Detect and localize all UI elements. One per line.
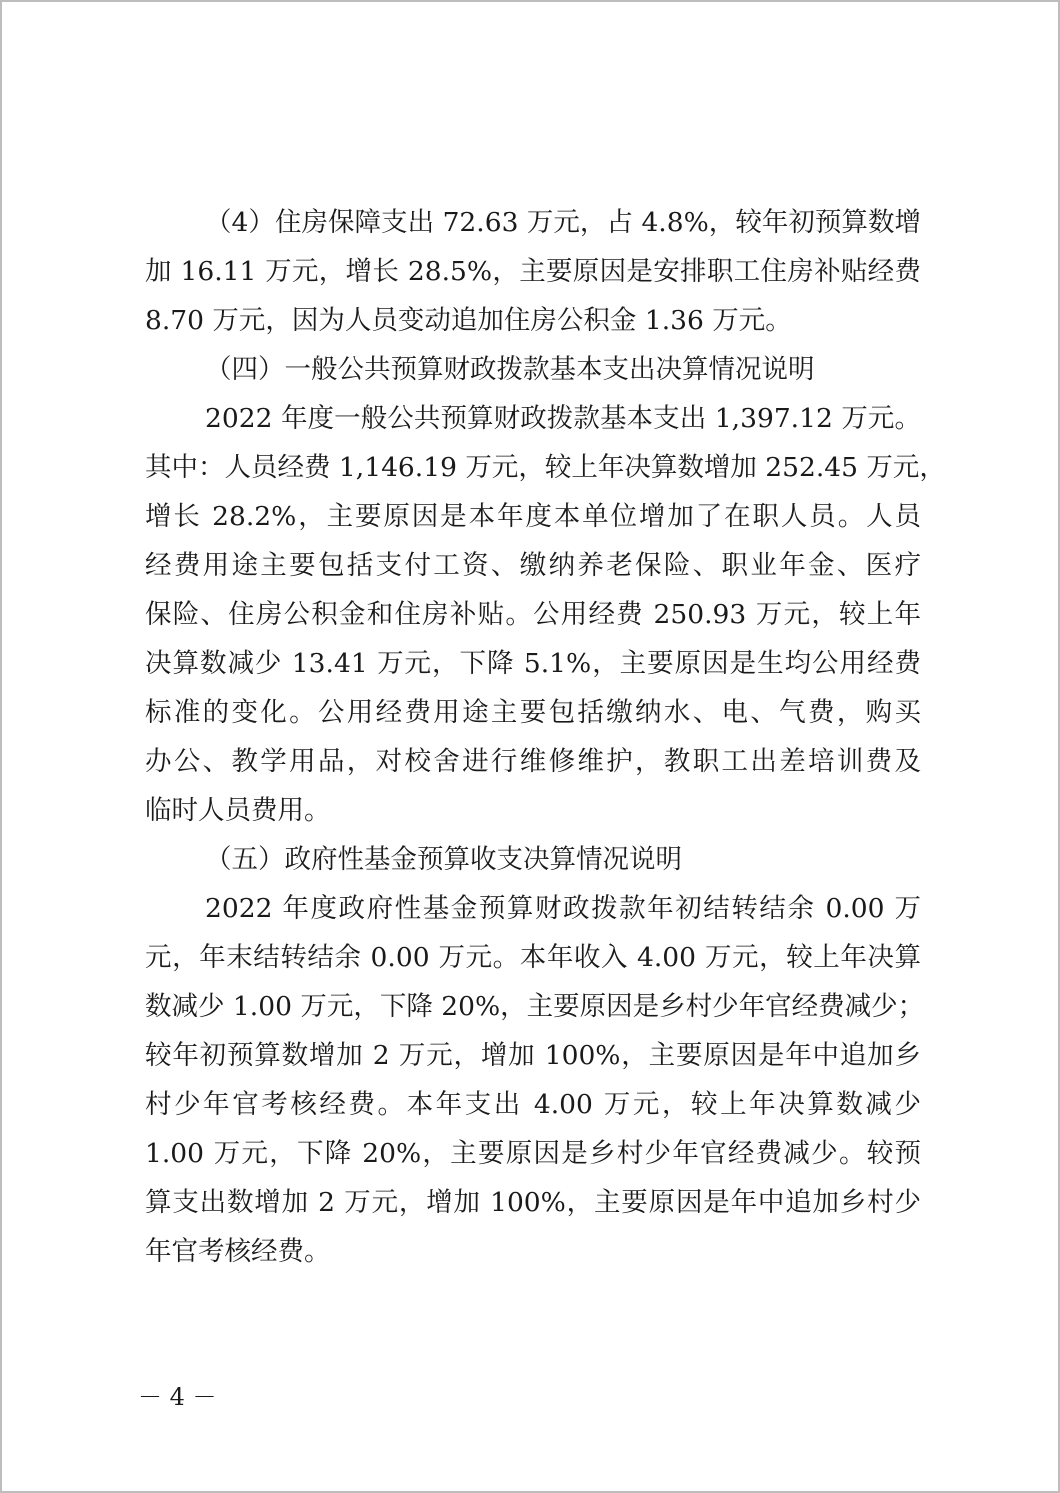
text-line: 决算数减少 13.41 万元，下降 5.1%，主要原因是生均公用经费 [145, 648, 921, 679]
document-body [145, 198, 946, 1276]
text-line: 算支出数增加 2 万元，增加 100%，主要原因是年中追加乡村少 [145, 1187, 921, 1218]
text-line: 办公、教学用品，对校舍进行维修维护，教职工出差培训费及 [145, 746, 921, 777]
text-line: 村少年官考核经费。本年支出 4.00 万元，较上年决算数减少 [145, 1089, 921, 1120]
text-line: 8.70 万元，因为人员变动追加住房公积金 1.36 万元。 [145, 305, 792, 336]
text-line: 经费用途主要包括支付工资、缴纳养老保险、职业年金、医疗 [145, 550, 921, 581]
text-line: 其中：人员经费 1,146.19 万元，较上年决算数增加 252.45 万元， [145, 452, 946, 483]
page-number: － 4 － [138, 1383, 217, 1411]
text-line: 数减少 1.00 万元，下降 20%，主要原因是乡村少年官经费减少； [145, 991, 925, 1022]
text-line: 1.00 万元，下降 20%，主要原因是乡村少年官经费减少。较预 [145, 1138, 921, 1169]
text-line: 加 16.11 万元，增长 28.5%，主要原因是安排职工住房补贴经费 [145, 256, 921, 287]
text-line: 标准的变化。公用经费用途主要包括缴纳水、电、气费，购买 [145, 697, 921, 728]
text-line: 2022 年度政府性基金预算财政拨款年初结转结余 0.00 万 [205, 893, 921, 924]
text-line: 元，年末结转结余 0.00 万元。本年收入 4.00 万元，较上年决算 [145, 942, 921, 973]
text-line: 临时人员费用。 [145, 795, 331, 826]
text-line: （五）政府性基金预算收支决算情况说明 [205, 844, 682, 875]
text-line: 2022 年度一般公共预算财政拨款基本支出 1,397.12 万元。 [205, 403, 921, 434]
text-line: 保险、住房公积金和住房补贴。公用经费 250.93 万元，较上年 [145, 599, 921, 630]
text-line: 年官考核经费。 [145, 1236, 331, 1267]
text-line: （四）一般公共预算财政拨款基本支出决算情况说明 [205, 354, 815, 385]
text-line: 较年初预算数增加 2 万元，增加 100%，主要原因是年中追加乡 [145, 1040, 921, 1071]
text-line: 增长 28.2%，主要原因是本年度本单位增加了在职人员。人员 [145, 501, 921, 532]
text-line: （4）住房保障支出 72.63 万元，占 4.8%，较年初预算数增 [205, 207, 921, 238]
